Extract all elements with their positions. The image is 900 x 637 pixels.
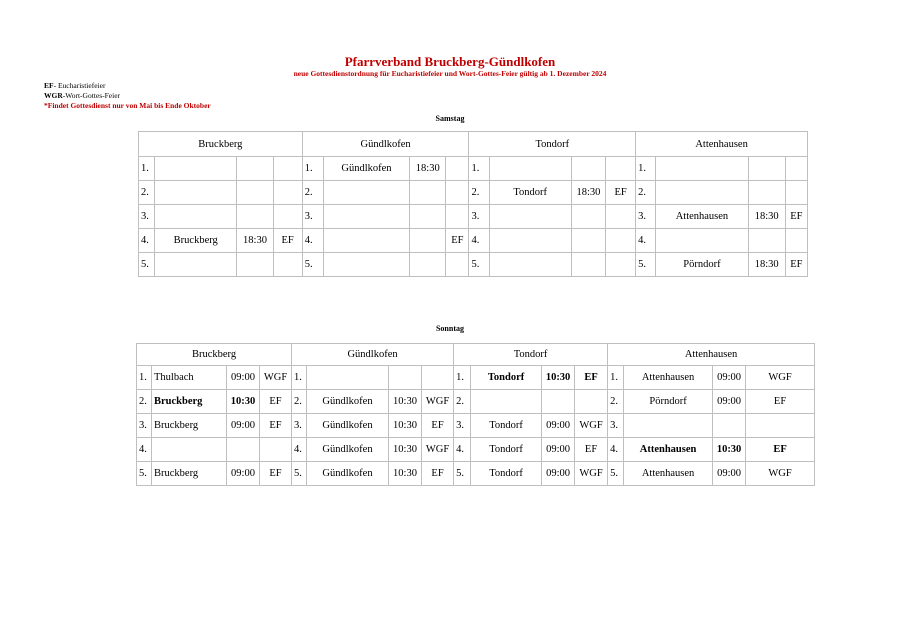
type-cell: WGF <box>575 462 608 486</box>
time-cell: 10:30 <box>389 414 422 438</box>
location-cell: Attenhausen <box>624 462 713 486</box>
row-number: 1. <box>302 157 323 181</box>
location-cell: Thulbach <box>152 366 227 390</box>
location-cell: Tondorf <box>471 438 542 462</box>
time-cell <box>237 253 273 277</box>
time-cell <box>542 390 575 414</box>
location-cell <box>155 253 237 277</box>
row-number: 3. <box>139 205 155 229</box>
type-cell <box>446 157 469 181</box>
time-cell <box>571 157 605 181</box>
time-cell <box>410 229 446 253</box>
location-cell: Gündlkofen <box>307 438 389 462</box>
location-cell <box>624 414 713 438</box>
type-cell: EF <box>746 438 815 462</box>
type-cell <box>273 205 302 229</box>
location-cell: Bruckberg <box>152 462 227 486</box>
page-title: Pfarrverband Bruckberg-Gündlkofen <box>344 54 556 69</box>
legend-wgf <box>44 91 211 101</box>
saturday-heading: Samstag <box>435 114 465 123</box>
time-cell: 18:30 <box>410 157 446 181</box>
saturday-parish-header: Gündlkofen <box>302 132 469 157</box>
table-row <box>139 253 808 277</box>
location-cell <box>323 205 409 229</box>
table-row <box>139 205 808 229</box>
time-cell <box>410 181 446 205</box>
row-number: 4. <box>139 229 155 253</box>
row-number: 5. <box>139 253 155 277</box>
legend <box>44 81 211 111</box>
time-cell: 09:00 <box>713 390 746 414</box>
type-cell: EF <box>260 390 292 414</box>
saturday-table <box>138 131 808 277</box>
type-cell <box>575 390 608 414</box>
row-number: 5. <box>608 462 624 486</box>
row-number: 4. <box>469 229 489 253</box>
row-number: 1. <box>469 157 489 181</box>
location-cell: Tondorf <box>471 414 542 438</box>
location-cell: Gündlkofen <box>323 157 409 181</box>
legend-ef-abbr: EF <box>44 81 54 90</box>
type-cell: EF <box>606 181 636 205</box>
time-cell <box>748 229 785 253</box>
type-cell: EF <box>260 414 292 438</box>
time-cell: 09:00 <box>227 414 260 438</box>
location-cell <box>155 205 237 229</box>
location-cell: Bruckberg <box>152 414 227 438</box>
location-cell <box>323 229 409 253</box>
row-number: 1. <box>608 366 624 390</box>
row-number: 1. <box>292 366 307 390</box>
time-cell: 10:30 <box>389 390 422 414</box>
row-number: 2. <box>469 181 489 205</box>
type-cell <box>746 414 815 438</box>
table-row <box>139 157 808 181</box>
row-number: 3. <box>636 205 656 229</box>
type-cell: EF <box>422 462 454 486</box>
location-cell <box>656 229 748 253</box>
row-number: 4. <box>137 438 152 462</box>
location-cell: Attenhausen <box>624 366 713 390</box>
row-number: 2. <box>139 181 155 205</box>
row-number: 5. <box>292 462 307 486</box>
row-number: 3. <box>608 414 624 438</box>
type-cell <box>446 181 469 205</box>
time-cell: 09:00 <box>542 438 575 462</box>
row-number: 2. <box>454 390 471 414</box>
location-cell: Gündlkofen <box>307 414 389 438</box>
row-number: 4. <box>292 438 307 462</box>
type-cell <box>446 253 469 277</box>
type-cell <box>785 181 807 205</box>
location-cell: Tondorf <box>471 366 542 390</box>
table-row <box>139 229 808 253</box>
row-number: 1. <box>454 366 471 390</box>
row-number: 2. <box>302 181 323 205</box>
type-cell <box>260 438 292 462</box>
time-cell <box>227 438 260 462</box>
type-cell: WGF <box>746 366 815 390</box>
page-subtitle: neue Gottesdienstordnung für Eucharistiefeier und Wort-Gottes-Feier gültig ab 1. Dezember 2024 <box>293 69 607 78</box>
type-cell <box>422 366 454 390</box>
table-row <box>137 462 815 486</box>
table-row <box>137 438 815 462</box>
time-cell <box>713 414 746 438</box>
saturday-header-row <box>139 132 808 157</box>
type-cell <box>446 205 469 229</box>
location-cell: Gündlkofen <box>307 390 389 414</box>
table-row <box>137 390 815 414</box>
location-cell <box>155 157 237 181</box>
time-cell: 10:30 <box>542 366 575 390</box>
type-cell: EF <box>273 229 302 253</box>
legend-wgf-text: -Wort-Gottes-Feier <box>62 91 121 100</box>
sunday-header-row <box>137 344 815 366</box>
location-cell: Attenhausen <box>656 205 748 229</box>
sunday-parish-header: Bruckberg <box>137 344 292 366</box>
location-cell <box>307 366 389 390</box>
location-cell <box>489 157 571 181</box>
type-cell <box>606 157 636 181</box>
location-cell <box>155 181 237 205</box>
type-cell: WGF <box>260 366 292 390</box>
row-number: 1. <box>636 157 656 181</box>
time-cell: 18:30 <box>748 205 785 229</box>
type-cell <box>273 181 302 205</box>
time-cell: 10:30 <box>713 438 746 462</box>
saturday-parish-header: Tondorf <box>469 132 636 157</box>
legend-ef <box>44 81 211 91</box>
location-cell <box>152 438 227 462</box>
type-cell <box>606 253 636 277</box>
time-cell: 09:00 <box>227 462 260 486</box>
location-cell: Bruckberg <box>152 390 227 414</box>
time-cell: 10:30 <box>227 390 260 414</box>
location-cell: Bruckberg <box>155 229 237 253</box>
table-row <box>139 181 808 205</box>
row-number: 3. <box>469 205 489 229</box>
type-cell <box>785 157 807 181</box>
row-number: 4. <box>454 438 471 462</box>
sunday-parish-header: Tondorf <box>454 344 608 366</box>
legend-wgf-abbr: WGR <box>44 91 63 100</box>
row-number: 1. <box>137 366 152 390</box>
location-cell: Attenhausen <box>624 438 713 462</box>
sunday-heading: Sonntag <box>435 324 464 333</box>
time-cell <box>410 253 446 277</box>
time-cell: 09:00 <box>713 366 746 390</box>
time-cell <box>389 366 422 390</box>
type-cell <box>606 229 636 253</box>
type-cell: EF <box>446 229 469 253</box>
row-number: 4. <box>636 229 656 253</box>
time-cell: 09:00 <box>542 462 575 486</box>
row-number: 2. <box>608 390 624 414</box>
sunday-parish-header: Attenhausen <box>608 344 815 366</box>
location-cell: Gündlkofen <box>307 462 389 486</box>
legend-ef-text: - Eucharistiefeier <box>53 81 106 90</box>
type-cell: EF <box>422 414 454 438</box>
time-cell: 09:00 <box>542 414 575 438</box>
type-cell <box>273 157 302 181</box>
row-number: 1. <box>139 157 155 181</box>
type-cell: EF <box>746 390 815 414</box>
type-cell: WGF <box>746 462 815 486</box>
sunday-table <box>136 343 815 486</box>
location-cell <box>323 253 409 277</box>
time-cell <box>571 205 605 229</box>
type-cell: WGF <box>422 438 454 462</box>
type-cell <box>606 205 636 229</box>
row-number: 5. <box>454 462 471 486</box>
row-number: 5. <box>469 253 489 277</box>
table-row <box>137 366 815 390</box>
location-cell <box>489 229 571 253</box>
row-number: 4. <box>608 438 624 462</box>
location-cell <box>489 205 571 229</box>
location-cell <box>471 390 542 414</box>
time-cell <box>571 229 605 253</box>
row-number: 3. <box>292 414 307 438</box>
time-cell <box>237 181 273 205</box>
row-number: 2. <box>137 390 152 414</box>
time-cell: 10:30 <box>389 438 422 462</box>
time-cell: 09:00 <box>227 366 260 390</box>
saturday-parish-header: Attenhausen <box>636 132 808 157</box>
row-number: 3. <box>302 205 323 229</box>
time-cell: 09:00 <box>713 462 746 486</box>
time-cell: 18:30 <box>571 181 605 205</box>
time-cell <box>748 181 785 205</box>
time-cell <box>237 205 273 229</box>
row-number: 5. <box>636 253 656 277</box>
type-cell: EF <box>260 462 292 486</box>
location-cell <box>323 181 409 205</box>
time-cell <box>410 205 446 229</box>
location-cell: Tondorf <box>489 181 571 205</box>
time-cell <box>237 157 273 181</box>
table-row <box>137 414 815 438</box>
type-cell: WGF <box>422 390 454 414</box>
type-cell <box>273 253 302 277</box>
sunday-parish-header: Gündlkofen <box>292 344 454 366</box>
type-cell <box>785 229 807 253</box>
type-cell: WGF <box>575 414 608 438</box>
location-cell: Pörndorf <box>656 253 748 277</box>
time-cell <box>748 157 785 181</box>
location-cell: Tondorf <box>471 462 542 486</box>
row-number: 3. <box>137 414 152 438</box>
row-number: 4. <box>302 229 323 253</box>
row-number: 2. <box>636 181 656 205</box>
row-number: 2. <box>292 390 307 414</box>
type-cell: EF <box>785 205 807 229</box>
type-cell: EF <box>575 366 608 390</box>
legend-note: *Findet Gottesdienst nur von Mai bis Ende Oktober <box>44 101 211 110</box>
type-cell: EF <box>575 438 608 462</box>
type-cell: EF <box>785 253 807 277</box>
row-number: 5. <box>137 462 152 486</box>
time-cell <box>571 253 605 277</box>
location-cell: Pörndorf <box>624 390 713 414</box>
saturday-parish-header: Bruckberg <box>139 132 303 157</box>
location-cell <box>656 157 748 181</box>
row-number: 5. <box>302 253 323 277</box>
time-cell: 10:30 <box>389 462 422 486</box>
time-cell: 18:30 <box>748 253 785 277</box>
location-cell <box>489 253 571 277</box>
location-cell <box>656 181 748 205</box>
time-cell: 18:30 <box>237 229 273 253</box>
row-number: 3. <box>454 414 471 438</box>
